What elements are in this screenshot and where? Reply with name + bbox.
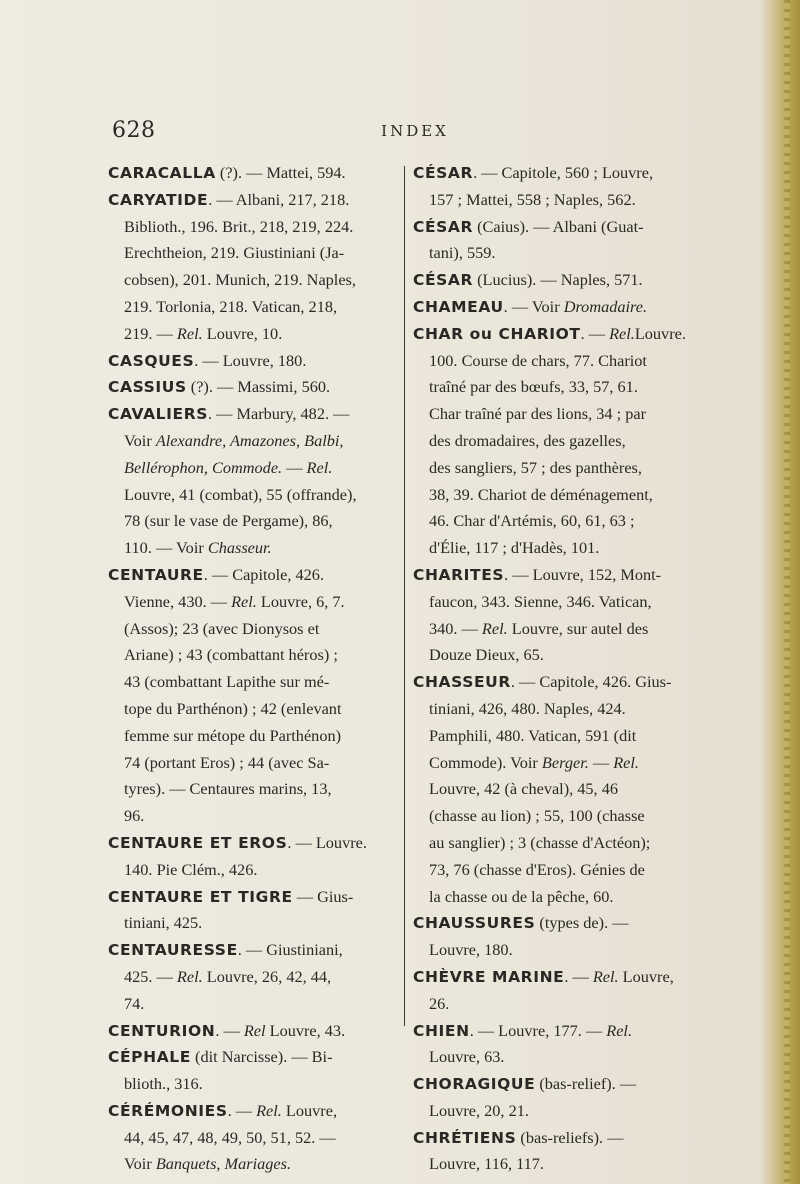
index-text: . — — [564, 966, 593, 986]
index-text: Louvre, 6, 7. — [256, 591, 345, 611]
index-entry-line — [413, 964, 705, 991]
index-text: faucon, 343. Sienne, 346. Vatican, — [429, 591, 652, 611]
index-entry-line — [108, 1018, 398, 1045]
index-text-line — [108, 991, 398, 1018]
index-text-line — [413, 1151, 705, 1178]
index-text-line — [108, 214, 398, 241]
index-text: Louvre, 42 (à cheval), 45, 46 — [429, 779, 618, 799]
index-italic-text: Rel. — [613, 752, 639, 772]
index-text: tyres). — Centaures marins, 13, — [124, 779, 332, 799]
index-headword: CÉRÉMONIES — [108, 1101, 228, 1120]
index-text: tope du Parthénon) ; 42 (enlevant — [124, 698, 342, 718]
index-text: . — Giustiniani, — [237, 940, 343, 960]
index-text: (bas-reliefs). — — [516, 1127, 624, 1147]
index-italic-text: Rel. — [176, 966, 203, 986]
index-text: . — — [215, 1020, 244, 1040]
index-text: 46. Char d'Artémis, 60, 61, 63 ; — [429, 511, 635, 531]
index-text: Vienne, 430. — — [124, 591, 232, 611]
index-entry-line — [108, 1044, 398, 1071]
index-text: Louvre, — [618, 966, 674, 986]
index-entry-line — [413, 1071, 705, 1098]
index-text-line — [108, 1151, 398, 1178]
index-text-line — [413, 455, 705, 482]
index-text: . — Louvre. — [287, 832, 367, 852]
index-text: Commode). Voir — [429, 752, 542, 772]
index-text: 425. — — [124, 966, 177, 986]
index-text-line — [108, 857, 398, 884]
index-text-line — [413, 884, 705, 911]
index-text-line — [108, 240, 398, 267]
index-text: femme sur métope du Parthénon) — [124, 725, 342, 745]
index-entry-line — [413, 160, 705, 187]
index-italic-text: Rel. — [306, 457, 333, 477]
index-italic-text: Chasseur. — [207, 538, 272, 558]
index-text: (chasse au lion) ; 55, 100 (chasse — [429, 806, 645, 826]
index-headword: CENTURION — [108, 1021, 216, 1040]
index-text: (?). — Mattei, 594. — [215, 163, 346, 182]
index-text-line — [413, 401, 705, 428]
index-text: 78 (sur le vase de Pergame), 86, — [124, 511, 333, 531]
index-text-line — [413, 830, 705, 857]
index-text: — — [282, 457, 307, 477]
index-text: . — Marbury, 482. — — [208, 404, 350, 424]
index-headword: CENTAURE — [108, 565, 204, 584]
index-text: tani), 559. — [429, 243, 496, 263]
index-text: . — Louvre, 180. — [194, 350, 307, 370]
running-head: INDEX — [381, 122, 449, 140]
index-text-line — [108, 294, 398, 321]
index-italic-text: Rel. — [256, 1100, 282, 1120]
index-text: Louvre, 180. — [429, 940, 513, 960]
column-divider — [404, 166, 405, 1026]
index-text-line — [108, 696, 398, 723]
index-entry-line — [108, 884, 398, 911]
index-text: Louvre, 41 (combat), 55 (offrande), — [124, 484, 357, 504]
index-text: 74. — [124, 993, 145, 1013]
index-text-line — [108, 642, 398, 669]
index-text-line — [108, 964, 398, 991]
index-text-line — [108, 482, 398, 509]
index-entry-line — [413, 1018, 705, 1045]
index-text-line — [413, 428, 705, 455]
index-entry-line — [108, 187, 398, 214]
page-binding-edge — [760, 0, 800, 1184]
index-entry-line — [108, 374, 398, 401]
index-text: . — Capitole, 560 ; Louvre, — [473, 163, 654, 182]
index-text: . — Albani, 217, 218. — [208, 189, 350, 209]
index-text: (Lucius). — Naples, 571. — [473, 270, 643, 290]
index-headword: CÉSAR — [413, 217, 474, 236]
index-text-line — [108, 723, 398, 750]
index-entry-line — [413, 214, 705, 241]
index-text: des dromadaires, des gazelles, — [429, 430, 626, 450]
index-text: (dit Narcisse). — Bi- — [190, 1047, 333, 1067]
index-headword: CHAMEAU — [413, 297, 504, 316]
index-text: Louvre, sur autel des — [507, 618, 649, 638]
index-text-line — [413, 374, 705, 401]
index-text-line — [413, 616, 705, 643]
index-text-line — [108, 616, 398, 643]
index-italic-text: Rel. — [481, 618, 508, 638]
index-entry-line — [108, 401, 398, 428]
index-headword: CHAUSSURES — [413, 914, 536, 933]
index-text-line — [108, 910, 398, 937]
index-column-left — [108, 160, 398, 1178]
index-text-line — [413, 508, 705, 535]
index-headword: CÉSAR — [413, 271, 474, 290]
index-text: Louvre, — [281, 1100, 338, 1120]
index-text: 110. — Voir — [124, 538, 208, 558]
index-text: Erechtheion, 219. Giustiniani (Ja- — [124, 243, 345, 263]
index-italic-text: Alexandre, Amazones, Balbi, — [155, 430, 344, 450]
index-text: Biblioth., 196. Brit., 218, 219, 224. — [124, 216, 354, 236]
index-text: Voir — [124, 1154, 156, 1174]
index-text: Ariane) ; 43 (combattant héros) ; — [124, 645, 338, 665]
index-headword: CASQUES — [108, 351, 195, 370]
index-entry-line — [108, 160, 398, 187]
index-text-line — [413, 240, 705, 267]
index-text-line — [413, 750, 705, 777]
index-text-line — [413, 348, 705, 375]
index-text: 219. Torlonia, 218. Vatican, 218, — [124, 296, 338, 316]
index-text: 38, 39. Chariot de déménagement, — [429, 484, 653, 504]
index-entry-line — [413, 910, 705, 937]
index-headword: CARACALLA — [108, 164, 216, 182]
index-italic-text: Rel. — [606, 1020, 633, 1040]
page-number: 628 — [112, 118, 156, 143]
index-italic-text: Berger. — [541, 752, 589, 772]
index-headword: CHORAGIQUE — [413, 1075, 536, 1094]
index-text: (types de). — — [535, 913, 629, 933]
index-text: Louvre, 116, 117. — [429, 1154, 545, 1174]
index-text-line — [108, 750, 398, 777]
index-text: 219. — — [124, 323, 177, 343]
index-text: Louvre, 10. — [202, 323, 283, 343]
index-text-line — [413, 696, 705, 723]
index-italic-text: Rel. — [176, 323, 203, 343]
index-text-line — [413, 776, 705, 803]
index-text: . — Capitole, 426. — [203, 564, 325, 584]
index-headword: CHRÉTIENS — [413, 1128, 517, 1147]
index-text-line — [108, 267, 398, 294]
index-text: 26. — [429, 993, 450, 1013]
index-text: des sangliers, 57 ; des panthères, — [429, 457, 642, 477]
index-text: . — Voir — [503, 296, 564, 316]
index-headword: CÉSAR — [413, 164, 474, 182]
index-headword: CARYATIDE — [108, 190, 209, 209]
index-text-line — [413, 642, 705, 669]
index-text: 74 (portant Eros) ; 44 (avec Sa- — [124, 752, 330, 772]
index-text: 157 ; Mattei, 558 ; Naples, 562. — [429, 189, 636, 209]
index-text: . — Capitole, 426. Gius- — [510, 672, 672, 692]
index-text: 96. — [124, 806, 145, 826]
index-text: Louvre, 63. — [429, 1047, 505, 1067]
index-text: Louvre, 43. — [265, 1020, 346, 1040]
index-text-line — [413, 535, 705, 562]
index-text: Douze Dieux, 65. — [429, 645, 544, 665]
index-headword: CHARITES — [413, 565, 505, 584]
index-entry-line — [413, 321, 705, 348]
index-text: la chasse ou de la pêche, 60. — [429, 886, 614, 906]
index-text-line — [413, 723, 705, 750]
index-text-line — [413, 1044, 705, 1071]
index-text: . — — [580, 323, 610, 343]
page-header — [0, 118, 800, 148]
index-text: Voir — [124, 430, 156, 450]
index-headword: CENTAURE ET EROS — [108, 833, 288, 852]
index-italic-text: Rel. — [231, 591, 257, 611]
index-text-line — [108, 803, 398, 830]
index-entry-line — [413, 562, 705, 589]
index-text-line — [413, 803, 705, 830]
index-text: (?). — Massimi, 560. — [186, 377, 331, 397]
index-headword: CHÈVRE MARINE — [413, 967, 565, 986]
index-text: blioth., 316. — [124, 1074, 203, 1094]
index-entry-line — [413, 669, 705, 696]
index-headword: CHASSEUR — [413, 673, 511, 692]
index-text-line — [108, 321, 398, 348]
index-text-line — [413, 1098, 705, 1125]
index-text: 340. — — [429, 618, 482, 638]
index-text: d'Élie, 117 ; d'Hadès, 101. — [429, 538, 600, 558]
index-text-line — [108, 428, 398, 455]
index-headword: CENTAURESSE — [108, 941, 238, 960]
index-italic-text: Banquets, Mariages. — [155, 1154, 292, 1174]
index-text-line — [108, 1071, 398, 1098]
index-text-line — [413, 482, 705, 509]
index-text: 44, 45, 47, 48, 49, 50, 51, 52. — — [124, 1127, 336, 1147]
index-text: 100. Course de chars, 77. Chariot — [429, 350, 647, 370]
index-text: tiniani, 425. — [124, 913, 203, 933]
index-headword: CASSIUS — [108, 378, 187, 397]
index-text: . — Louvre, 152, Mont- — [504, 564, 662, 584]
index-text: . — — [227, 1100, 257, 1120]
index-text-line — [108, 776, 398, 803]
index-text: Louvre, 26, 42, 44, — [202, 966, 332, 986]
index-headword: CENTAURE ET TIGRE — [108, 887, 293, 906]
index-text: — Gius- — [292, 886, 354, 906]
index-headword: CHIEN — [413, 1021, 470, 1040]
index-entry-line — [413, 294, 705, 321]
index-text: (bas-relief). — — [535, 1074, 637, 1094]
index-text: 73, 76 (chasse d'Eros). Génies de — [429, 859, 645, 879]
index-entry-line — [413, 1125, 705, 1152]
index-text: Louvre, 20, 21. — [429, 1100, 529, 1120]
index-text: Pamphili, 480. Vatican, 591 (dit — [429, 725, 637, 745]
index-entry-line — [108, 830, 398, 857]
index-text-line — [108, 669, 398, 696]
index-italic-text: Dromadaire. — [563, 296, 648, 316]
index-entry-line — [108, 562, 398, 589]
index-text-line — [413, 991, 705, 1018]
index-italic-text: Rel. — [609, 323, 635, 343]
index-text: — — [588, 752, 614, 772]
index-text-line — [108, 589, 398, 616]
index-text: 43 (combattant Lapithe sur mé- — [124, 672, 330, 692]
index-text: au sanglier) ; 3 (chasse d'Actéon); — [429, 832, 651, 852]
index-text-line — [413, 589, 705, 616]
index-text: cobsen), 201. Munich, 219. Naples, — [124, 270, 356, 290]
index-text: traîné par des bœufs, 33, 57, 61. — [429, 377, 638, 397]
index-text-line — [413, 937, 705, 964]
index-column-right — [413, 160, 705, 1178]
index-entry-line — [108, 1098, 398, 1125]
index-headword: CHAR ou CHARIOT — [413, 324, 581, 343]
index-entry-line — [413, 267, 705, 294]
index-headword: CAVALIERS — [108, 405, 208, 424]
index-text-line — [413, 187, 705, 214]
index-headword: CÉPHALE — [108, 1048, 191, 1067]
index-text: (Caius). — Albani (Guat- — [473, 216, 644, 236]
index-entry-line — [108, 348, 398, 375]
index-text: (Assos); 23 (avec Dionysos et — [124, 618, 320, 638]
index-text: Louvre. — [634, 323, 686, 343]
index-text-line — [413, 857, 705, 884]
index-italic-text: Bellérophon, Commode. — [124, 457, 283, 477]
index-text: Char traîné par des lions, 34 ; par — [429, 404, 647, 424]
index-text-line — [108, 508, 398, 535]
index-text: 140. Pie Clém., 426. — [124, 859, 258, 879]
index-italic-text: Rel. — [592, 966, 619, 986]
index-text: . — Louvre, 177. — — [469, 1020, 607, 1040]
index-italic-text: Rel — [243, 1020, 266, 1040]
index-text-line — [108, 1125, 398, 1152]
index-text-line — [108, 535, 398, 562]
index-text-line — [108, 455, 398, 482]
index-entry-line — [108, 937, 398, 964]
index-text: tiniani, 426, 480. Naples, 424. — [429, 698, 626, 718]
